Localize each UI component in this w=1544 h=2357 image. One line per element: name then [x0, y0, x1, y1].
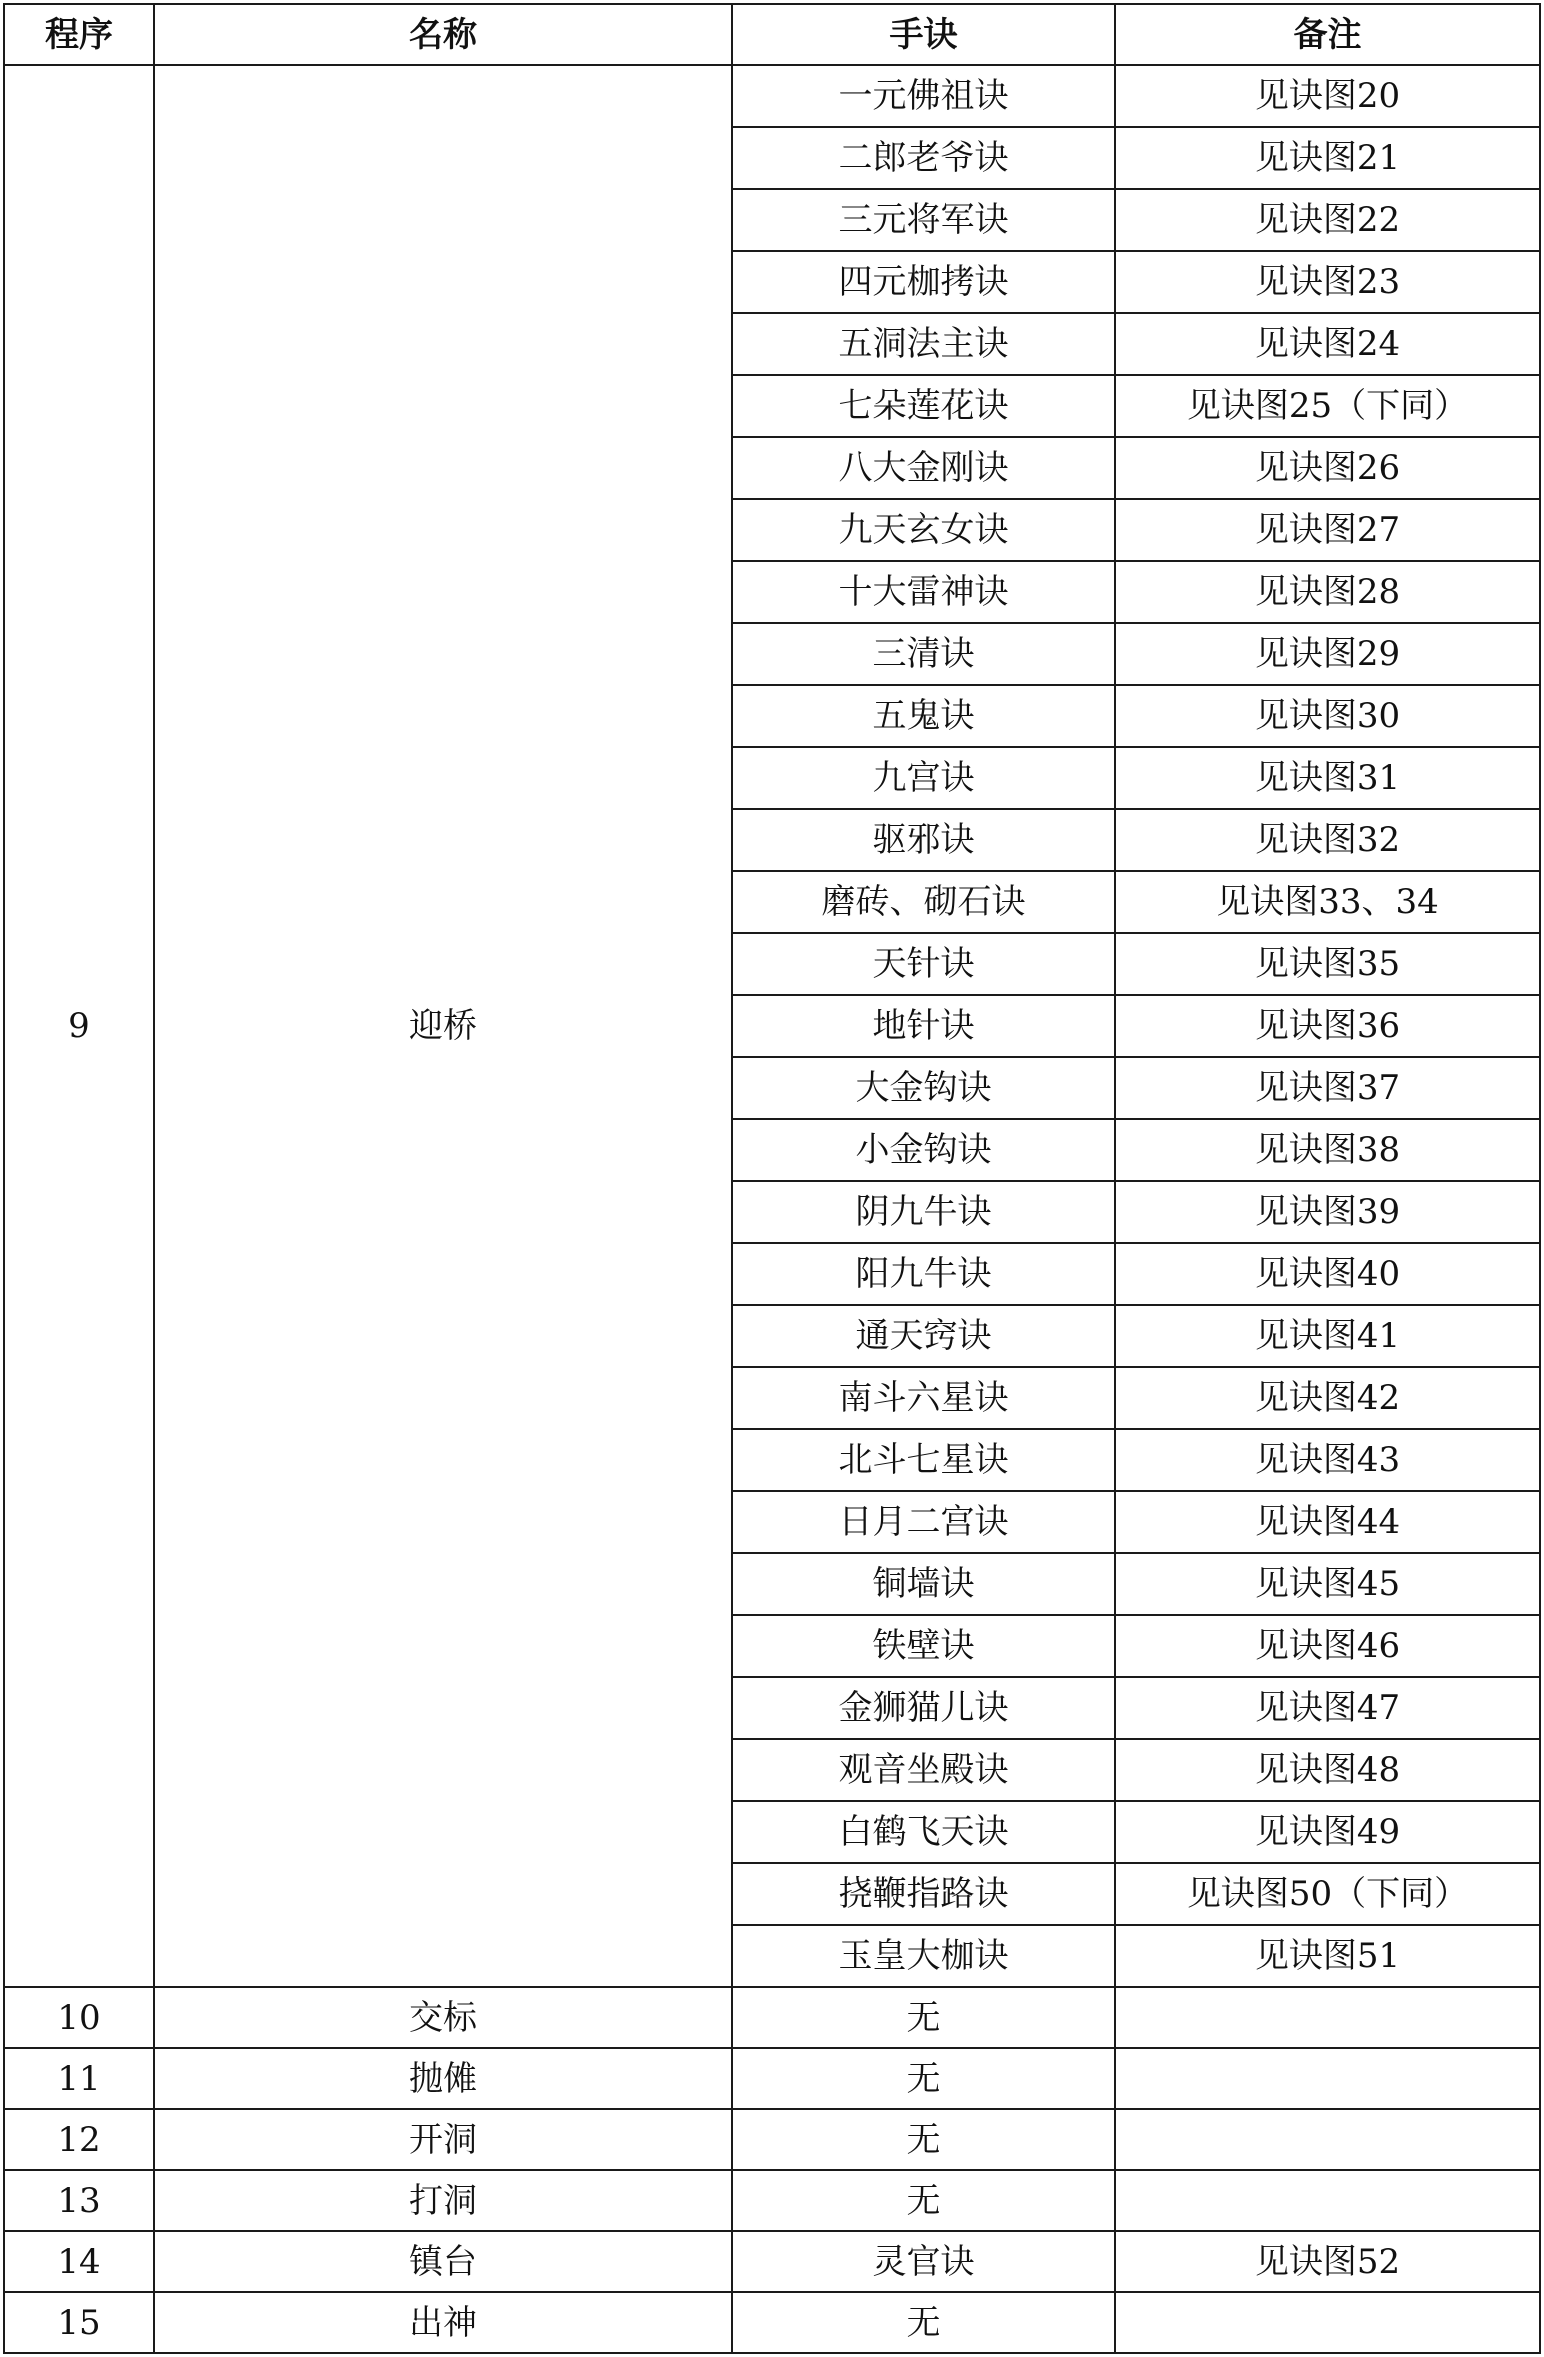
note-cell: 见诀图21: [1115, 127, 1540, 189]
note-cell: 见诀图45: [1115, 1553, 1540, 1615]
note-cell: 见诀图30: [1115, 685, 1540, 747]
note-cell: 见诀图26: [1115, 437, 1540, 499]
gesture-cell: 挠鞭指路诀: [732, 1863, 1115, 1925]
note-cell: 见诀图42: [1115, 1367, 1540, 1429]
header-seq: 程序: [4, 4, 154, 65]
gesture-cell: 九天玄女诀: [732, 499, 1115, 561]
name-cell: 镇台: [154, 2231, 732, 2292]
gesture-cell: 三元将军诀: [732, 189, 1115, 251]
table-row: [4, 2231, 1540, 2292]
gesture-cell: 阴九牛诀: [732, 1181, 1115, 1243]
note-cell: 见诀图47: [1115, 1677, 1540, 1739]
gesture-cell: 天针诀: [732, 933, 1115, 995]
note-cell: 见诀图31: [1115, 747, 1540, 809]
note-cell: 见诀图36: [1115, 995, 1540, 1057]
gesture-cell: 无: [732, 2109, 1115, 2170]
note-cell: 见诀图48: [1115, 1739, 1540, 1801]
note-cell: [1115, 1987, 1540, 2048]
gesture-cell: 铁壁诀: [732, 1615, 1115, 1677]
note-cell: 见诀图39: [1115, 1181, 1540, 1243]
gesture-cell: 南斗六星诀: [732, 1367, 1115, 1429]
seq-cell: 9: [4, 65, 154, 1987]
note-cell: [1115, 2048, 1540, 2109]
note-cell: 见诀图46: [1115, 1615, 1540, 1677]
procedure-table: [3, 3, 1541, 2354]
gesture-cell: 磨砖、砌石诀: [732, 871, 1115, 933]
gesture-cell: 观音坐殿诀: [732, 1739, 1115, 1801]
table-row: [4, 2170, 1540, 2231]
note-cell: 见诀图49: [1115, 1801, 1540, 1863]
gesture-cell: 小金钩诀: [732, 1119, 1115, 1181]
gesture-cell: 无: [732, 2048, 1115, 2109]
note-cell: 见诀图43: [1115, 1429, 1540, 1491]
note-cell: 见诀图41: [1115, 1305, 1540, 1367]
note-cell: 见诀图27: [1115, 499, 1540, 561]
seq-cell: 12: [4, 2109, 154, 2170]
name-cell: 打洞: [154, 2170, 732, 2231]
table-row: [4, 1987, 1540, 2048]
gesture-cell: 灵官诀: [732, 2231, 1115, 2292]
gesture-cell: 驱邪诀: [732, 809, 1115, 871]
gesture-cell: 地针诀: [732, 995, 1115, 1057]
gesture-cell: 八大金刚诀: [732, 437, 1115, 499]
note-cell: [1115, 2292, 1540, 2353]
header-gesture: 手诀: [732, 4, 1115, 65]
note-cell: [1115, 2170, 1540, 2231]
note-cell: 见诀图37: [1115, 1057, 1540, 1119]
note-cell: 见诀图51: [1115, 1925, 1540, 1987]
gesture-cell: 一元佛祖诀: [732, 65, 1115, 127]
name-cell: 开洞: [154, 2109, 732, 2170]
header-note: 备注: [1115, 4, 1540, 65]
note-cell: 见诀图35: [1115, 933, 1540, 995]
note-cell: 见诀图23: [1115, 251, 1540, 313]
gesture-cell: 白鹤飞天诀: [732, 1801, 1115, 1863]
header-row: [4, 4, 1540, 65]
note-cell: 见诀图52: [1115, 2231, 1540, 2292]
name-cell: 出神: [154, 2292, 732, 2353]
name-cell: 交标: [154, 1987, 732, 2048]
gesture-cell: 二郎老爷诀: [732, 127, 1115, 189]
gesture-cell: 日月二宫诀: [732, 1491, 1115, 1553]
gesture-cell: 大金钩诀: [732, 1057, 1115, 1119]
table-row: [4, 65, 1540, 127]
gesture-cell: 四元枷拷诀: [732, 251, 1115, 313]
note-cell: 见诀图20: [1115, 65, 1540, 127]
seq-cell: 14: [4, 2231, 154, 2292]
seq-cell: 11: [4, 2048, 154, 2109]
table-row: [4, 2292, 1540, 2353]
seq-cell: 13: [4, 2170, 154, 2231]
gesture-cell: 九宫诀: [732, 747, 1115, 809]
note-cell: [1115, 2109, 1540, 2170]
gesture-cell: 阳九牛诀: [732, 1243, 1115, 1305]
gesture-cell: 通天窍诀: [732, 1305, 1115, 1367]
header-name: 名称: [154, 4, 732, 65]
note-cell: 见诀图22: [1115, 189, 1540, 251]
gesture-cell: 铜墙诀: [732, 1553, 1115, 1615]
gesture-cell: 无: [732, 1987, 1115, 2048]
table-row: [4, 2048, 1540, 2109]
note-cell: 见诀图44: [1115, 1491, 1540, 1553]
note-cell: 见诀图33、34: [1115, 871, 1540, 933]
note-cell: 见诀图32: [1115, 809, 1540, 871]
seq-cell: 15: [4, 2292, 154, 2353]
table-row: [4, 2109, 1540, 2170]
gesture-cell: 无: [732, 2292, 1115, 2353]
gesture-cell: 五鬼诀: [732, 685, 1115, 747]
gesture-cell: 五洞法主诀: [732, 313, 1115, 375]
note-cell: 见诀图38: [1115, 1119, 1540, 1181]
note-cell: 见诀图28: [1115, 561, 1540, 623]
name-cell: 迎桥: [154, 65, 732, 1987]
gesture-cell: 北斗七星诀: [732, 1429, 1115, 1491]
note-cell: 见诀图50（下同）: [1115, 1863, 1540, 1925]
gesture-cell: 金狮猫儿诀: [732, 1677, 1115, 1739]
gesture-cell: 七朵莲花诀: [732, 375, 1115, 437]
gesture-cell: 玉皇大枷诀: [732, 1925, 1115, 1987]
note-cell: 见诀图24: [1115, 313, 1540, 375]
gesture-cell: 十大雷神诀: [732, 561, 1115, 623]
gesture-cell: 无: [732, 2170, 1115, 2231]
name-cell: 抛傩: [154, 2048, 732, 2109]
note-cell: 见诀图29: [1115, 623, 1540, 685]
gesture-cell: 三清诀: [732, 623, 1115, 685]
note-cell: 见诀图40: [1115, 1243, 1540, 1305]
note-cell: 见诀图25（下同）: [1115, 375, 1540, 437]
seq-cell: 10: [4, 1987, 154, 2048]
